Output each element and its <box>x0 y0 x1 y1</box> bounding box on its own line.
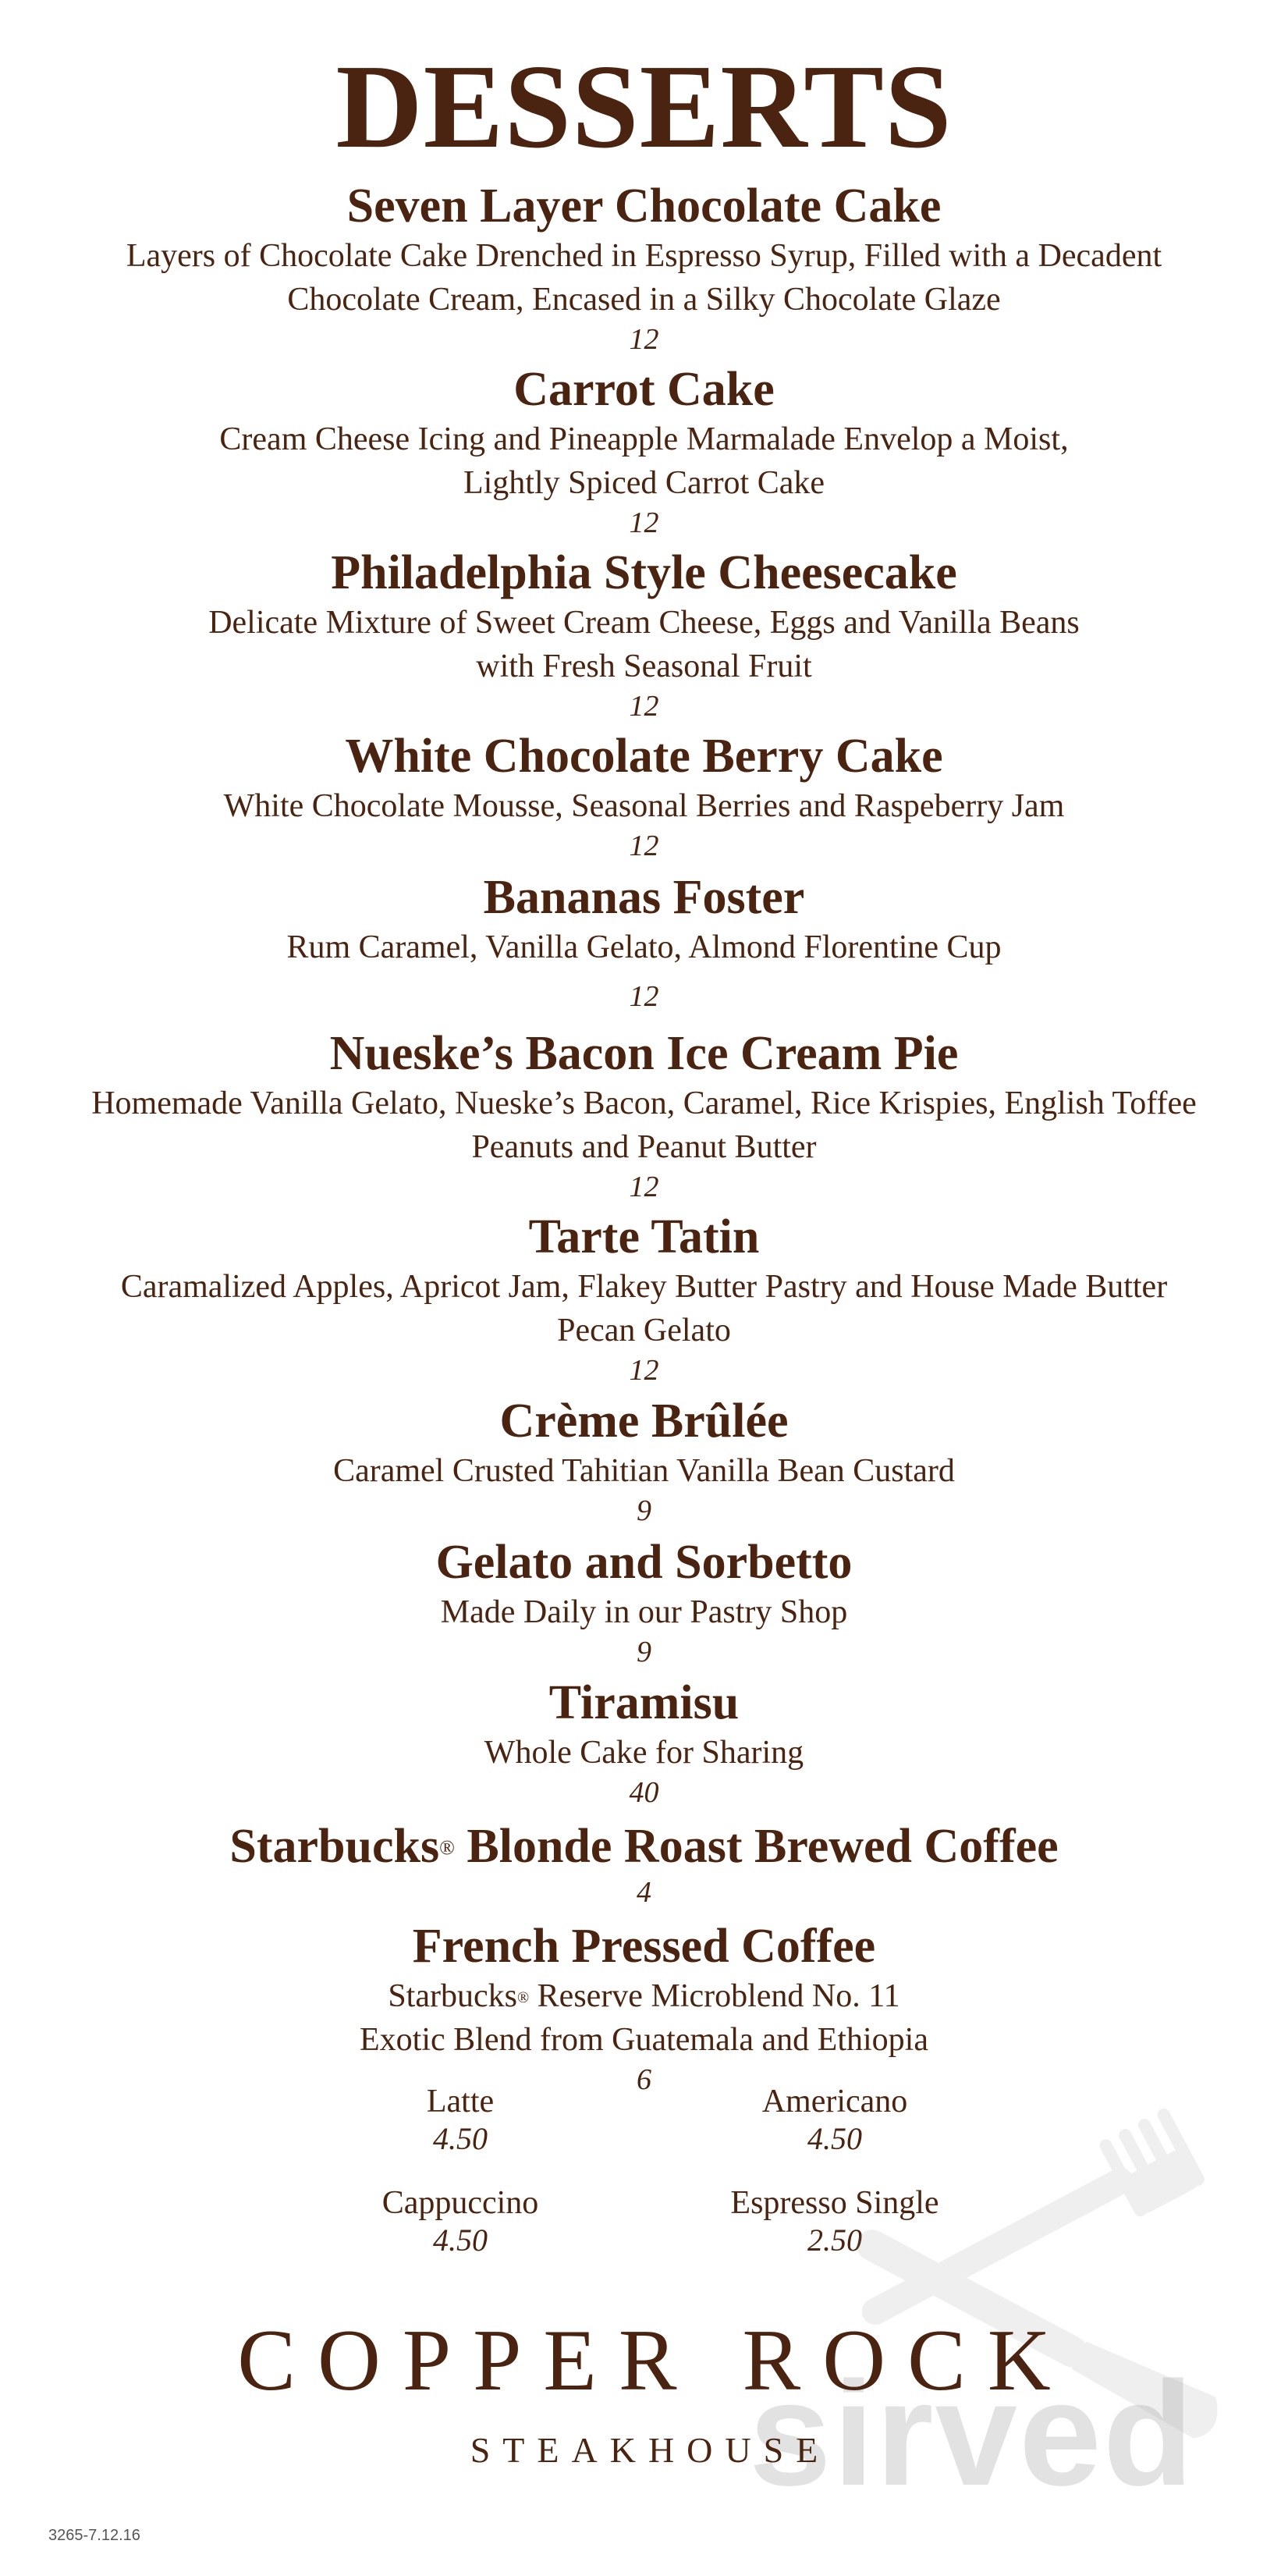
item-description: Caramalized Apples, Apricot Jam, Flakey Butter Pastry and House Made Butter <box>120 1269 1168 1305</box>
item-name: Gelato and Sorbetto <box>435 1536 853 1589</box>
item-price: 4 <box>637 1876 651 1909</box>
item-description: Layers of Chocolate Cake Drenched in Espresso Syrup, Filled with a Decadent <box>126 238 1162 274</box>
menu-item <box>0 728 1288 864</box>
item-description: Delicate Mixture of Sweet Cream Cheese, Eggs and Vanilla Beans <box>208 605 1080 641</box>
item-name: Carrot Cake <box>513 363 775 416</box>
watermark-text: sirved <box>749 2351 1195 2517</box>
item-description: Rum Caramel, Vanilla Gelato, Almond Florentine Cup <box>286 929 1002 965</box>
item-description: Cream Cheese Icing and Pineapple Marmalade Envelop a Moist, <box>219 421 1069 457</box>
menu-item <box>0 178 1288 357</box>
item-price: 12 <box>629 690 659 723</box>
item-description: Pecan Gelato <box>557 1313 731 1348</box>
menu-item <box>0 1393 1288 1529</box>
menu-item <box>0 1025 1288 1205</box>
item-name-rest: Blonde Roast Brewed Coffee <box>454 1820 1059 1873</box>
item-description: with Fresh Seasonal Fruit <box>476 648 812 684</box>
item-price: 12 <box>629 830 659 862</box>
item-description: White Chocolate Mousse, Seasonal Berries and Raspeberry Jam <box>223 788 1065 824</box>
brand-name: COPPER ROCK <box>237 2312 1073 2409</box>
menu-item <box>0 1675 1288 1810</box>
drink-price: 4.50 <box>433 2222 488 2258</box>
item-price: 9 <box>637 1494 651 1527</box>
item-description-rest: Reserve Microblend No. 11 <box>529 1978 900 2014</box>
item-price: 12 <box>629 506 659 539</box>
drink-name: Cappuccino <box>381 2185 539 2221</box>
menu-item <box>0 361 1288 541</box>
drink-name: Espresso Single <box>730 2185 939 2221</box>
menu-item <box>0 1534 1288 1670</box>
brand-subtitle: STEAKHOUSE <box>470 2430 831 2470</box>
item-description: Peanuts and Peanut Butter <box>471 1129 817 1165</box>
item-price: 12 <box>629 323 659 356</box>
item-description: Exotic Blend from Guatemala and Ethiopia <box>360 2022 928 2058</box>
item-description: Chocolate Cream, Encased in a Silky Chocolate Glaze <box>287 282 1001 318</box>
item-description: Lightly Spiced Carrot Cake <box>463 465 825 501</box>
item-name: Bananas Foster <box>483 871 805 924</box>
item-description-brand: Starbucks <box>388 1978 517 2014</box>
item-name: White Chocolate Berry Cake <box>345 730 943 783</box>
menu-item <box>0 869 1288 1014</box>
menu-item <box>0 1818 1288 1910</box>
item-price: 9 <box>637 1636 651 1668</box>
item-price: 6 <box>637 2063 651 2096</box>
item-name: Seven Layer Chocolate Cake <box>346 179 942 233</box>
item-description: Made Daily in our Pastry Shop <box>440 1594 848 1630</box>
drink-name: Americano <box>761 2084 908 2119</box>
item-price: 40 <box>629 1776 659 1809</box>
item-name-brand: Starbucks <box>229 1820 440 1873</box>
drink-item <box>296 2082 624 2157</box>
item-description: Caramel Crusted Tahitian Vanilla Bean Custard <box>333 1453 955 1489</box>
menu-item <box>0 1209 1288 1388</box>
drink-price: 4.50 <box>433 2121 488 2156</box>
drink-name: Latte <box>426 2084 495 2119</box>
item-price: 12 <box>629 1354 659 1387</box>
menu-item <box>0 545 1288 724</box>
menu-code: 3265-7.12.16 <box>48 2527 140 2544</box>
item-name: Tiramisu <box>548 1676 740 1729</box>
drink-price: 4.50 <box>807 2121 862 2156</box>
item-name: Tarte Tatin <box>528 1210 760 1263</box>
registered-mark: ® <box>516 1989 530 2006</box>
item-name: French Pressed Coffee <box>412 1920 876 1973</box>
item-name: Crème Brûlée <box>499 1395 789 1448</box>
drink-item <box>296 2183 624 2258</box>
item-name <box>0 1818 1288 1874</box>
item-name: Nueske’s Bacon Ice Cream Pie <box>329 1027 959 1080</box>
item-price: 12 <box>629 1171 659 1203</box>
drink-price: 2.50 <box>807 2222 862 2258</box>
item-description: Whole Cake for Sharing <box>484 1735 804 1771</box>
item-name: Philadelphia Style Cheesecake <box>331 546 957 599</box>
item-price: 12 <box>629 980 659 1013</box>
registered-mark: ® <box>439 1836 455 1859</box>
item-description <box>0 1974 1288 2018</box>
item-description: Homemade Vanilla Gelato, Nueske’s Bacon, Caramel, Rice Krispies, English Toffee <box>91 1085 1197 1121</box>
page-title: DESSERTS <box>335 41 953 173</box>
